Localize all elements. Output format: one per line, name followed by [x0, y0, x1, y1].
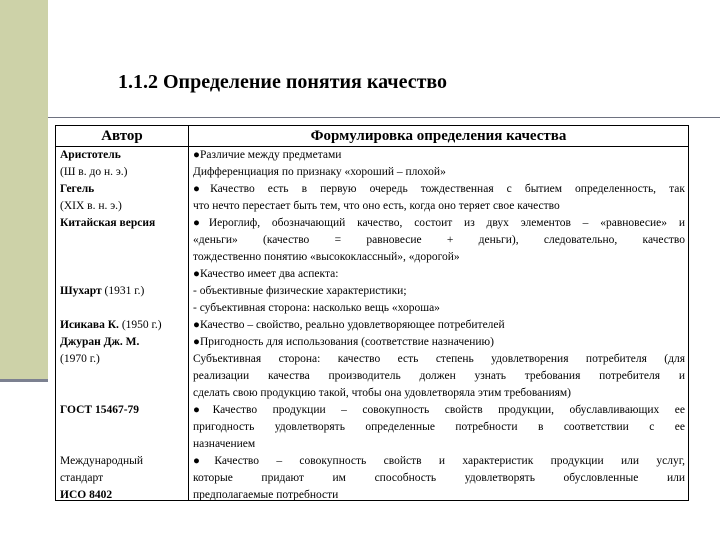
author-shewhart: Шухарт (1931 г.) [60, 285, 145, 297]
definition-line: - субъективная сторона: насколько вещь «хороша» [193, 302, 440, 314]
author-juran: Джуран Дж. М. [60, 336, 140, 348]
definition-line: тождественно понятию «высококлассный», «дорогой» [193, 251, 460, 263]
definition-line: предполагаемые потребности [193, 489, 339, 501]
definition-line: ●Качество – совокупность свойств и характеристик продукции или услуг, [193, 455, 685, 467]
definition-line: назначением [193, 438, 256, 450]
header-author: Автор [56, 126, 189, 147]
definition-line: ●Пригодность для использования (соответствие назначению) [193, 336, 494, 348]
definition-line: ●Качество имеет два аспекта: [193, 268, 339, 280]
authors-cell [56, 147, 189, 501]
author-standard: стандарт [60, 472, 104, 484]
definition-line: которые придают им способность удовлетворять обусловленные или [193, 472, 685, 484]
definition-line: ●Качество есть в первую очередь тождественная с бытием определенность, так [193, 183, 685, 195]
author-aristotle: Аристотель [60, 149, 121, 161]
definition-line: пригодность удовлетворять определенные потребности в соответствии с ее [193, 421, 685, 433]
author-chinese-version: Китайская версия [60, 217, 156, 229]
table-body-row [56, 147, 689, 501]
definition-line: что нечто перестает быть тем, что оно есть, когда оно теряет свое качество [193, 200, 560, 212]
definitions-cell [189, 147, 689, 501]
definition-line: сделать свою продукцию такой, чтобы она удовлетворяла этим требованиям) [193, 387, 571, 399]
definition-line: Дифференциация по признаку «хороший – плохой» [193, 166, 446, 178]
definition-line: Субъективная сторона: качество есть степень удовлетворения потребителя (для [193, 353, 685, 365]
quality-definitions-table [55, 125, 689, 501]
definition-line: ●Различие между предметами [193, 149, 342, 161]
definition-line: - объективные физические характеристики; [193, 285, 407, 297]
author-juran-period: (1970 г.) [60, 353, 100, 365]
author-aristotle-period: (Ш в. до н. э.) [60, 166, 128, 178]
decorative-side-bar [0, 0, 48, 382]
definition-line: ●Иероглиф, обозначающий качество, состоит из двух элементов – «равновесие» и [193, 217, 685, 229]
author-ishikawa: Исикава К. (1950 г.) [60, 319, 162, 331]
title-divider [48, 117, 720, 118]
page-title: 1.1.2 Определение понятия качество [118, 71, 448, 93]
decorative-side-line [0, 379, 48, 382]
definition-line: реализации качества производитель должен узнать требования потребителя и [193, 370, 685, 382]
author-gost: ГОСТ 15467-79 [60, 404, 140, 416]
author-hegel: Гегель [60, 183, 95, 195]
definition-line: ●Качество – свойство, реально удовлетворяющее потребителей [193, 319, 505, 331]
author-international: Международный [60, 455, 144, 467]
table-header-row [56, 126, 689, 147]
definition-line: «деньги» (качество = равновесие + деньги), следовательно, качество [193, 234, 685, 246]
author-hegel-period: (XIX в. н. э.) [60, 200, 122, 212]
header-definition: Формулировка определения качества [189, 126, 689, 147]
author-iso: ИСО 8402 [60, 489, 113, 501]
definition-line: ●Качество продукции – совокупность свойств продукции, обуславливающих ее [193, 404, 685, 416]
